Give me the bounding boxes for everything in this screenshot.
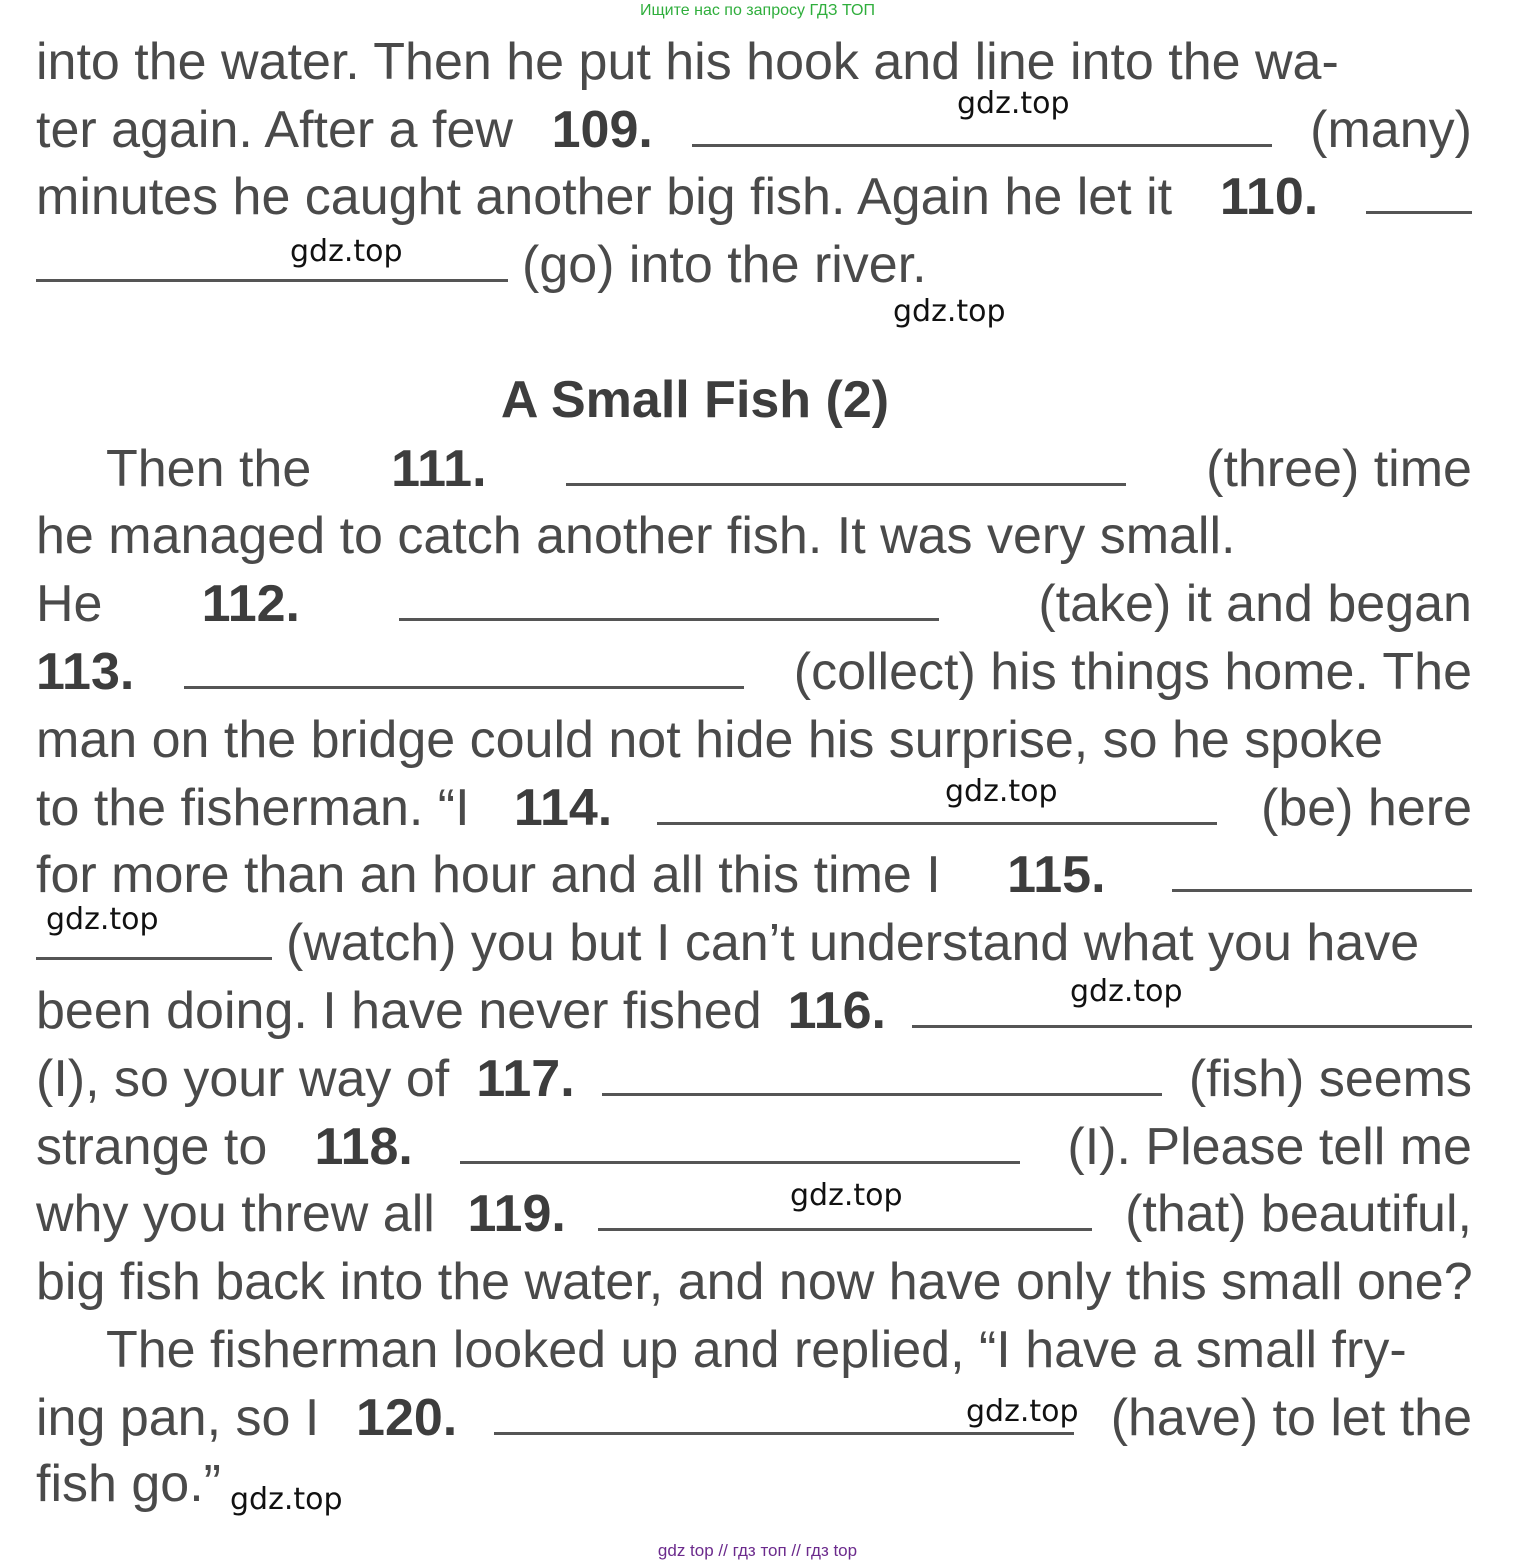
- hint-word: (be) here: [1261, 779, 1472, 837]
- line-text: fish go.”: [36, 1455, 221, 1513]
- item-number: 113.: [36, 643, 135, 701]
- line-text: ter again. After a few: [36, 101, 513, 159]
- answer-blank[interactable]: [602, 1053, 1162, 1096]
- hint-word: (watch) you but I can’t understand what you have: [286, 914, 1420, 972]
- answer-blank[interactable]: [184, 646, 744, 689]
- text-line: [36, 909, 1472, 977]
- line-text: The fisherman looked up and replied, “I have a small fry-: [106, 1321, 1407, 1379]
- watermark: gdz.top: [230, 1482, 343, 1517]
- line-text: ing pan, so I: [36, 1389, 320, 1447]
- text-line: [36, 774, 1472, 842]
- watermark: gdz.top: [46, 902, 159, 937]
- footer-note: gdz top // гдз топ // гдз top: [657, 1541, 858, 1560]
- answer-blank[interactable]: [399, 578, 939, 621]
- watermark: gdz.top: [290, 234, 403, 269]
- line-text: to the fisherman. “I: [36, 779, 470, 837]
- hint-word: (take) it and began: [1038, 575, 1472, 633]
- text-line: [106, 1316, 1472, 1384]
- item-number: 117.: [476, 1050, 575, 1108]
- answer-blank[interactable]: [1366, 171, 1472, 214]
- line-text: he managed to catch another fish. It was very small.: [36, 507, 1236, 565]
- watermark: gdz.top: [893, 294, 1006, 329]
- item-number: 114.: [513, 779, 613, 837]
- text-line: [36, 638, 1472, 706]
- text-line: [36, 977, 1472, 1045]
- text-line: [106, 435, 1472, 503]
- answer-blank[interactable]: [912, 985, 1472, 1028]
- hint-word: (have) to let the: [1110, 1389, 1472, 1447]
- line-text: strange to: [36, 1118, 268, 1176]
- watermark: gdz.top: [945, 774, 1058, 809]
- item-number: 112.: [201, 575, 300, 633]
- hint-word: (collect) his things home. The: [793, 643, 1472, 701]
- answer-blank[interactable]: [566, 443, 1126, 486]
- line-text: for more than an hour and all this time I: [36, 846, 941, 904]
- item-number: 118.: [314, 1118, 413, 1176]
- text-line: [36, 28, 1472, 96]
- item-number: 120.: [356, 1389, 458, 1447]
- item-number: 111.: [391, 440, 487, 498]
- answer-blank[interactable]: [460, 1121, 1020, 1164]
- text-line: [36, 231, 1472, 299]
- text-line: [36, 1384, 1472, 1452]
- answer-blank[interactable]: [36, 239, 508, 282]
- section-title: A Small Fish (2): [500, 371, 890, 429]
- item-number: 115.: [1007, 846, 1106, 904]
- line-text: He: [36, 575, 103, 633]
- text-line: [36, 1180, 1472, 1248]
- answer-blank[interactable]: [657, 782, 1217, 825]
- text-line: [36, 96, 1472, 164]
- text-line: [36, 1045, 1472, 1113]
- text-line: [36, 706, 1472, 774]
- hint-word: (many): [1310, 101, 1472, 159]
- answer-blank[interactable]: [1172, 849, 1472, 892]
- line-text: why you threw all: [36, 1185, 435, 1243]
- watermark: gdz.top: [1070, 974, 1183, 1009]
- watermark: gdz.top: [957, 86, 1070, 121]
- hint-word: (fish) seems: [1188, 1050, 1472, 1108]
- text-line: [36, 570, 1472, 638]
- line-text: big fish back into the water, and now have only this small one?: [36, 1253, 1473, 1311]
- header-note: Ищите нас по запросу ГДЗ ТОП: [640, 2, 875, 19]
- item-number: 109.: [551, 101, 653, 159]
- hint-word: (that) beautiful,: [1125, 1185, 1472, 1243]
- line-text: Then the: [106, 440, 312, 498]
- hint-word: (I). Please tell me: [1067, 1118, 1472, 1176]
- line-text: (I), so your way of: [36, 1050, 450, 1108]
- hint-word: (go) into the river.: [522, 236, 927, 294]
- text-line: [36, 163, 1472, 231]
- line-text: into the water. Then he put his hook and line into the wa-: [36, 33, 1339, 91]
- watermark: gdz.top: [790, 1178, 903, 1213]
- line-text: man on the bridge could not hide his surprise, so he spoke: [36, 711, 1384, 769]
- watermark: gdz.top: [966, 1394, 1079, 1429]
- text-line: [36, 1113, 1472, 1181]
- text-line: [36, 841, 1472, 909]
- item-number: 116.: [787, 982, 886, 1040]
- line-text: minutes he caught another big fish. Again he let it: [36, 168, 1173, 226]
- item-number: 119.: [467, 1185, 566, 1243]
- item-number: 110.: [1219, 168, 1319, 226]
- text-line: [36, 1248, 1472, 1316]
- hint-word: (three) time: [1206, 440, 1472, 498]
- text-line: [36, 502, 1472, 570]
- line-text: been doing. I have never fished: [36, 982, 762, 1040]
